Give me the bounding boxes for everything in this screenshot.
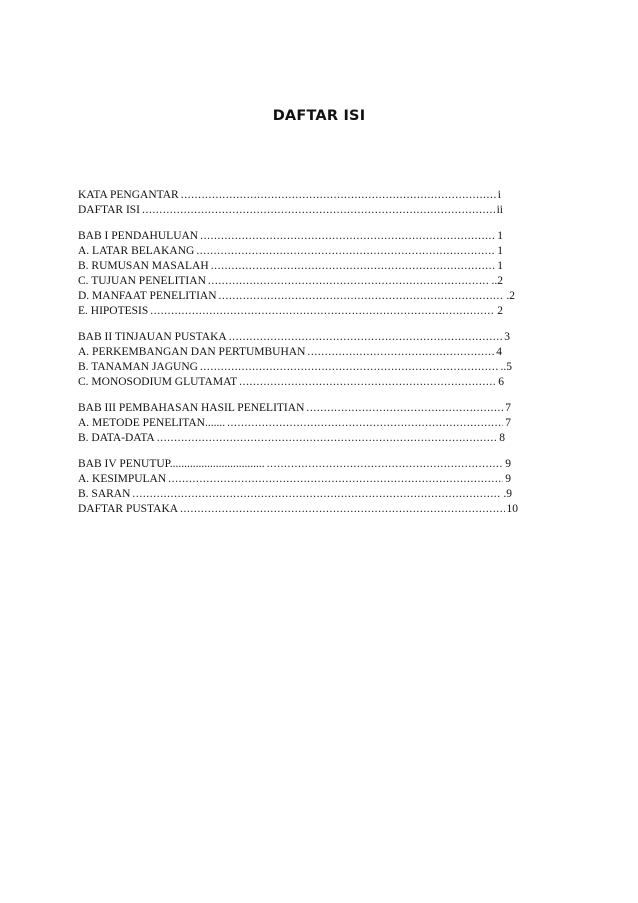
toc-entry-page: 8: [499, 432, 505, 444]
toc-leader-dots: [142, 203, 495, 218]
toc-entry-perkembangan[interactable]: [78, 345, 502, 360]
toc-entry-bab-3[interactable]: [78, 401, 511, 416]
toc-entry-label: BAB II TINJAUAN PUSTAKA: [78, 331, 227, 343]
page-title: DAFTAR ISI: [272, 108, 366, 124]
toc-entry-label: A. LATAR BELAKANG: [78, 245, 195, 257]
toc-group-bab-2: [78, 330, 518, 390]
toc-entry-page: 2: [497, 305, 503, 317]
toc-entry-page: 4: [496, 346, 502, 358]
toc-entry-label: B. DATA-DATA: [78, 432, 155, 444]
toc-entry-page: 3: [504, 331, 510, 343]
toc-entry-page: 7: [505, 417, 511, 429]
toc-entry-metode-penelitian[interactable]: [78, 416, 511, 431]
toc-entry-page: 7: [505, 402, 511, 414]
toc-entry-page: ..5: [500, 361, 512, 373]
toc-leader-dots: [196, 244, 495, 259]
toc-leader-dots: [157, 431, 498, 446]
toc-entry-manfaat-penelitian[interactable]: [78, 289, 515, 304]
toc-leader-dots: [200, 229, 495, 244]
toc-entry-page: 1: [497, 230, 503, 242]
toc-entry-page: 9: [505, 473, 511, 485]
toc-entry-rumusan-masalah[interactable]: [78, 259, 503, 274]
toc-leader-dots: [239, 375, 496, 390]
toc-entry-tanaman-jagung[interactable]: [78, 360, 512, 375]
toc-entry-label: B. RUMUSAN MASALAH: [78, 260, 209, 272]
toc-entry-page: i: [497, 189, 501, 201]
toc-entry-label: C. TUJUAN PENELITIAN: [78, 275, 206, 287]
toc-entry-label: C. MONOSODIUM GLUTAMAT: [78, 376, 238, 388]
toc-leader-dots: [307, 345, 494, 360]
toc-entry-page: 10: [506, 503, 518, 515]
toc-entry-label: DAFTAR PUSTAKA: [78, 503, 179, 515]
toc-entry-page: 9: [505, 458, 511, 470]
toc-group-bab-1: [78, 229, 518, 319]
toc-entry-label: BAB I PENDAHULUAN: [78, 230, 199, 242]
toc-entry-daftar-pustaka[interactable]: [78, 502, 518, 517]
toc-leader-dots: [227, 416, 503, 431]
toc-leader-dots: [150, 304, 495, 319]
toc-entry-label: D. MANFAAT PENELITIAN: [78, 290, 217, 302]
toc-leader-dots: [200, 360, 499, 375]
toc-entry-label: BAB IV PENUTUP.................................: [78, 458, 265, 470]
toc-entry-bab-2[interactable]: [78, 330, 510, 345]
toc-leader-dots: [181, 188, 496, 203]
toc-entry-kata-pengantar[interactable]: [78, 188, 501, 203]
toc-entry-label: A. KESIMPULAN: [78, 473, 167, 485]
toc-entry-page: 1: [497, 260, 503, 272]
toc-entry-label: BAB III PEMBAHASAN HASIL PENELITIAN: [78, 402, 305, 414]
toc-entry-label: B. SARAN: [78, 488, 131, 500]
toc-leader-dots: [211, 259, 496, 274]
toc-entry-bab-4[interactable]: [78, 457, 511, 472]
toc-leader-dots: [132, 487, 501, 502]
toc-entry-monosodium-glutamat[interactable]: [78, 375, 504, 390]
toc-entry-saran[interactable]: [78, 487, 512, 502]
toc-entry-hipotesis[interactable]: [78, 304, 503, 319]
toc-entry-label: A. PERKEMBANGAN DAN PERTUMBUHAN: [78, 346, 306, 358]
toc-leader-dots: [168, 472, 503, 487]
toc-entry-bab-1[interactable]: [78, 229, 503, 244]
toc-group-bab-3: [78, 401, 518, 446]
toc-leader-dots: [180, 502, 504, 517]
toc-entry-label: A. METODE PENELITAN.......: [78, 417, 226, 429]
toc-leader-dots: [208, 274, 490, 289]
toc-entry-page: ii: [496, 204, 503, 216]
toc-entry-tujuan-penelitian[interactable]: [78, 274, 503, 289]
toc-group-bab-4: [78, 457, 518, 517]
toc-entry-daftar-isi[interactable]: [78, 203, 503, 218]
toc-entry-label: KATA PENGANTAR: [78, 189, 179, 201]
toc-leader-dots: [306, 401, 503, 416]
toc-leader-dots: [229, 330, 503, 345]
toc-entry-label: E. HIPOTESIS: [78, 305, 149, 317]
toc-entry-latar-belakang[interactable]: [78, 244, 503, 259]
toc-entry-page: 6: [498, 376, 504, 388]
table-of-contents: [78, 188, 518, 528]
toc-entry-label: DAFTAR ISI: [78, 204, 141, 216]
toc-entry-data-data[interactable]: [78, 431, 505, 446]
toc-entry-page: 1: [497, 245, 503, 257]
toc-group-front-matter: [78, 188, 518, 218]
toc-leader-dots: [267, 457, 504, 472]
toc-entry-page: .9: [503, 488, 512, 500]
toc-entry-kesimpulan[interactable]: [78, 472, 511, 487]
toc-entry-label: B. TANAMAN JAGUNG: [78, 361, 198, 373]
toc-leader-dots: [219, 289, 505, 304]
toc-entry-page: ..2: [491, 275, 503, 287]
toc-entry-page: .2: [506, 290, 515, 302]
